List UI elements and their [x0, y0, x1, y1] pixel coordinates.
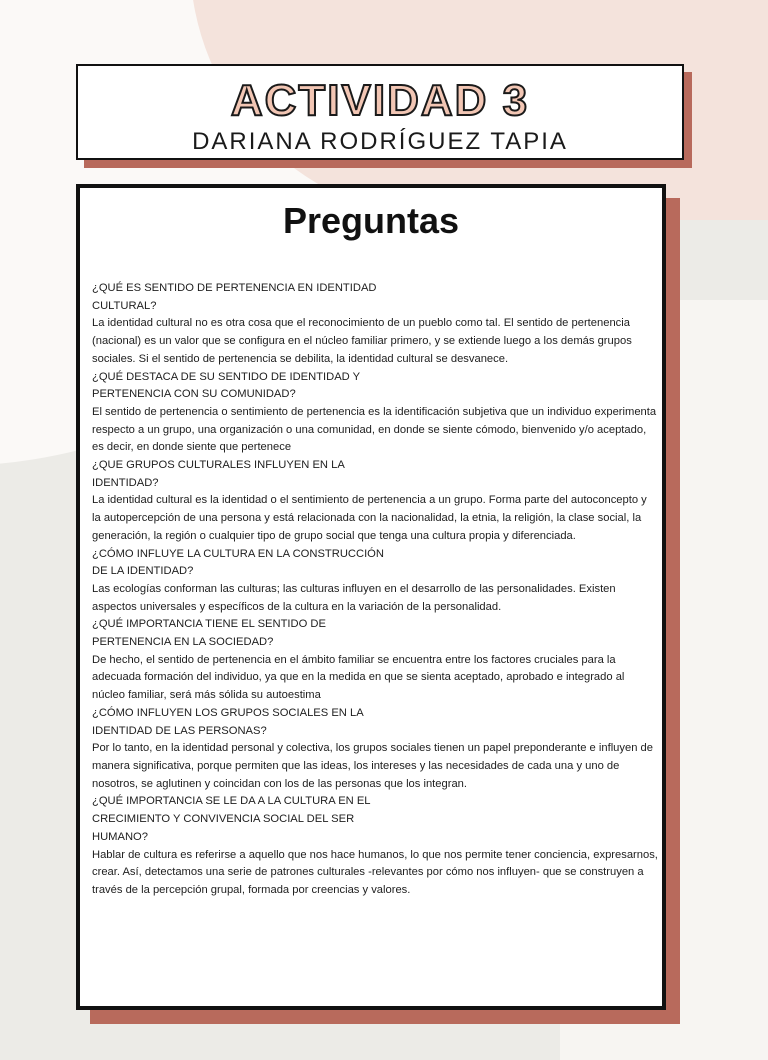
answer-text: El sentido de pertenencia o sentimiento de pertenencia es la identificación subjetiva que un individuo experimenta respecto a un grupo, una organización o una comunidad, en donde se siente cómodo, bienvenido y/o aceptado, es decir, en donde siente que pertenece — [92, 405, 657, 454]
answer-text: La identidad cultural no es otra cosa que el reconocimiento de un pueblo como tal. El sentido de pertenencia (nacional) es un valor que se configura en el núcleo familiar primero, y se extiende luego a los demás grupos sociales. Si el sentido de pertenencia se debilita, la identidad cultural se desvanece. — [92, 317, 632, 365]
question-text: ¿CÓMO INFLUYEN LOS GRUPOS SOCIALES EN LA — [92, 706, 364, 719]
question-text: ¿QUÉ DESTACA DE SU SENTIDO DE IDENTIDAD Y — [92, 370, 361, 383]
questions-card — [76, 184, 666, 1010]
author-name: DARIANA RODRÍGUEZ TAPIA — [192, 128, 568, 155]
questions-list — [92, 280, 658, 900]
qa-item — [92, 705, 658, 794]
question-text: ¿CÓMO INFLUYE LA CULTURA EN LA CONSTRUCCIÓN — [92, 547, 384, 560]
answer-text: La identidad cultural es la identidad o el sentimiento de pertenencia a un grupo. Forma parte del autoconcepto y la autopercepción de una persona y está relacionada con la nacionalidad, la etnia, la religión, la clase social, la generación, la región o cualquier tipo de grupo social que tenga una cultura propia y diferenciada. — [92, 494, 647, 542]
qa-item — [92, 280, 658, 369]
question-text: DE LA IDENTIDAD? — [92, 565, 194, 578]
question-text: IDENTIDAD? — [92, 476, 159, 489]
answer-text: Por lo tanto, en la identidad personal y colectiva, los grupos sociales tienen un papel preponderante e influyen de manera significativa, porque permiten que las ideas, los intereses y las necesidades de cada una y uno de nosotros, se aglutinen y coincidan con los de las personas que los integran. — [92, 742, 653, 790]
question-text: CULTURAL? — [92, 299, 157, 312]
question-text: IDENTIDAD DE LAS PERSONAS? — [92, 724, 267, 737]
qa-item — [92, 369, 658, 458]
page-title: ACTIVIDAD 3 — [230, 76, 530, 125]
header-box — [76, 64, 684, 160]
question-text: PERTENENCIA CON SU COMUNIDAD? — [92, 388, 296, 401]
card-title: Preguntas — [282, 200, 460, 241]
question-text: CRECIMIENTO Y CONVIVENCIA SOCIAL DEL SER — [92, 813, 355, 826]
answer-text: Las ecologías conforman las culturas; las culturas influyen en el desarrollo de las personalidades. Existen aspectos universales y específicos de la cultura en la variación de la personalidad. — [92, 582, 616, 613]
qa-item — [92, 546, 658, 617]
question-text: PERTENENCIA EN LA SOCIEDAD? — [92, 636, 274, 649]
question-text: ¿QUÉ IMPORTANCIA TIENE EL SENTIDO DE — [92, 618, 326, 631]
question-text: ¿QUE GRUPOS CULTURALES INFLUYEN EN LA — [92, 459, 345, 472]
question-text: ¿QUÉ IMPORTANCIA SE LE DA A LA CULTURA EN EL — [92, 795, 371, 808]
answer-text: Hablar de cultura es referirse a aquello que nos hace humanos, lo que nos permite tener conciencia, expresarnos, crear. Así, detectamos una serie de patrones culturales -relevantes por cómo nos influyen- que se construyen a través de la percepción grupal, formada por creencias y valores. — [92, 848, 658, 896]
answer-text: De hecho, el sentido de pertenencia en el ámbito familiar se encuentra entre los factores cruciales para la adecuada formación del individuo, ya que en la medida en que se sienta aceptado, aprobado e integrado al núcleo familiar, será más sólida su autoestima — [92, 653, 625, 702]
qa-item — [92, 457, 658, 546]
qa-item — [92, 616, 658, 705]
question-text: HUMANO? — [92, 830, 148, 843]
qa-item — [92, 793, 658, 899]
question-text: ¿QUÉ ES SENTIDO DE PERTENENCIA EN IDENTIDAD — [92, 282, 377, 294]
